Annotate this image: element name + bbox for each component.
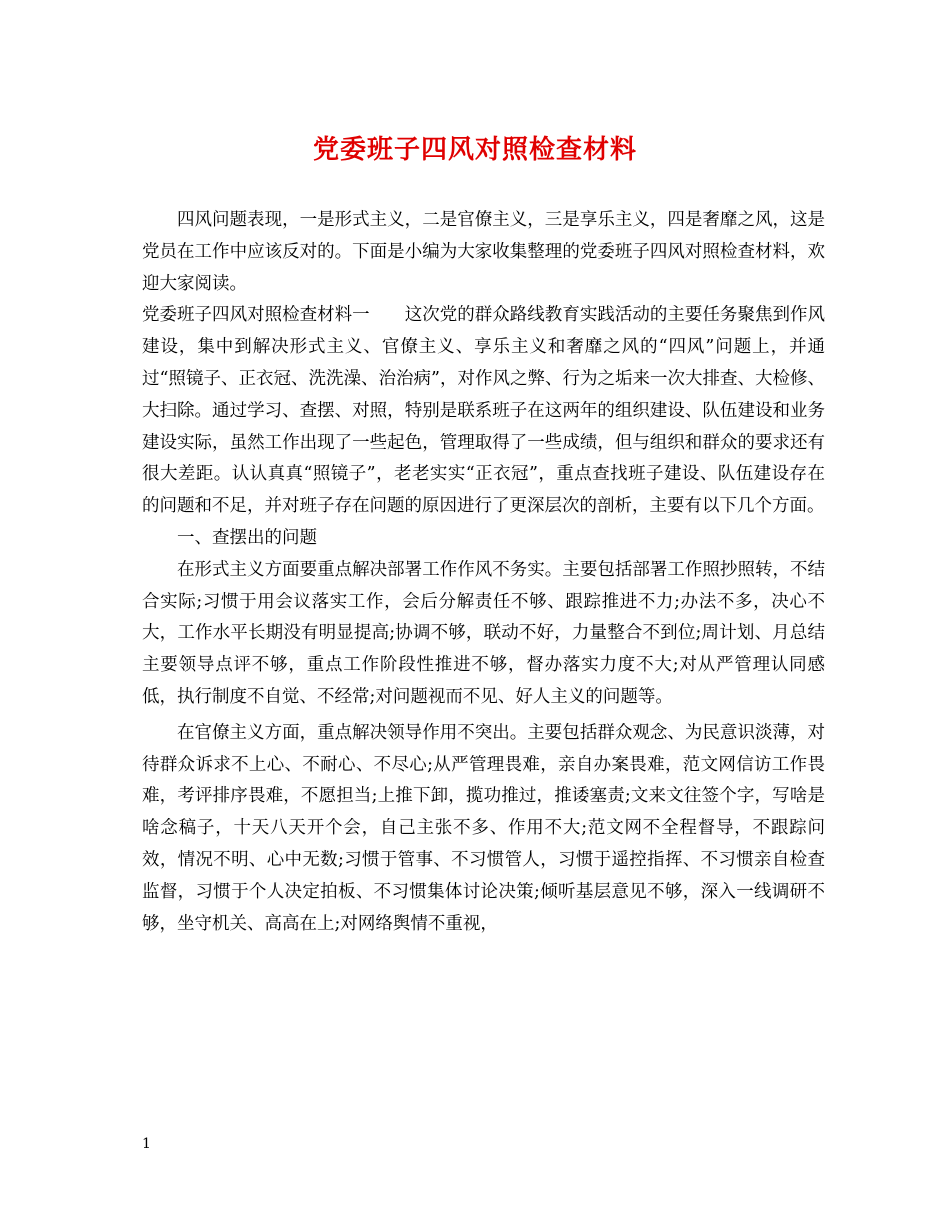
formalism-paragraph: 在形式主义方面要重点解决部署工作作风不务实。主要包括部署工作照抄照转，不结合实际;习惯于用会议落实工作，会后分解责任不够、跟踪推进不力;办法不多，决心不大，工作水平长期没有明显提高;协调不够，联动不好，力量整合不到位;周计划、月总结主要领导点评不够，重点工作阶段性推进不够，督办落实力度不大;对从严管理认同感低，执行制度不自觉、不经常;对问题视而不见、好人主义的问题等。	[142, 559, 825, 707]
section-heading: 一、查摆出的问题	[177, 527, 317, 548]
bureaucracy-paragraph: 在官僚主义方面，重点解决领导作用不突出。主要包括群众观念、为民意识淡薄，对待群众诉求不上心、不耐心、不尽心;从严管理畏难，亲自办案畏难，范文网信访工作畏难，考评排序畏难，不愿担当;上推下卸，揽功推过，推诿塞责;文来文往签个字，写啥是啥念稿子，十天八天开个会，自己主张不多、作用不大;范文网不全程督导，不跟踪问效，情况不明、心中无数;习惯于管事、不习惯管人，习惯于遥控指挥、不习惯亲自检查监督，习惯于个人决定拍板、不习惯集体讨论决策;倾听基层意见不够，深入一线调研不够，坐守机关、高高在上;对网络舆情不重视，	[142, 722, 825, 934]
document-body	[142, 205, 825, 940]
page-number: 1	[142, 1136, 151, 1152]
intro-paragraph: 四风问题表现，一是形式主义，二是官僚主义，三是享乐主义，四是奢靡之风，这是党员在工作中应该反对的。下面是小编为大家收集整理的党委班子四风对照检查材料，欢迎大家阅读。	[142, 210, 825, 294]
page-title: 党委班子四风对照检查材料	[312, 135, 637, 165]
section-paragraph: 党委班子四风对照检查材料一 这次党的群众路线教育实践活动的主要任务聚焦到作风建设，集中到解决形式主义、官僚主义、享乐主义和奢靡之风的“四风”问题上，并通过“照镜子、正衣冠、洗洗澡、治治病”，对作风之弊、行为之垢来一次大排查、大检修、大扫除。通过学习、查摆、对照，特别是联系班子在这两年的组织建设、队伍建设和业务建设实际，虽然工作出现了一些起色，管理取得了一些成绩，但与组织和群众的要求还有很大差距。认认真真“照镜子”，老老实实“正衣冠”，重点查找班子建设、队伍建设存在的问题和不足，并对班子存在问题的原因进行了更深层次的剖析，主要有以下几个方面。	[142, 305, 825, 517]
